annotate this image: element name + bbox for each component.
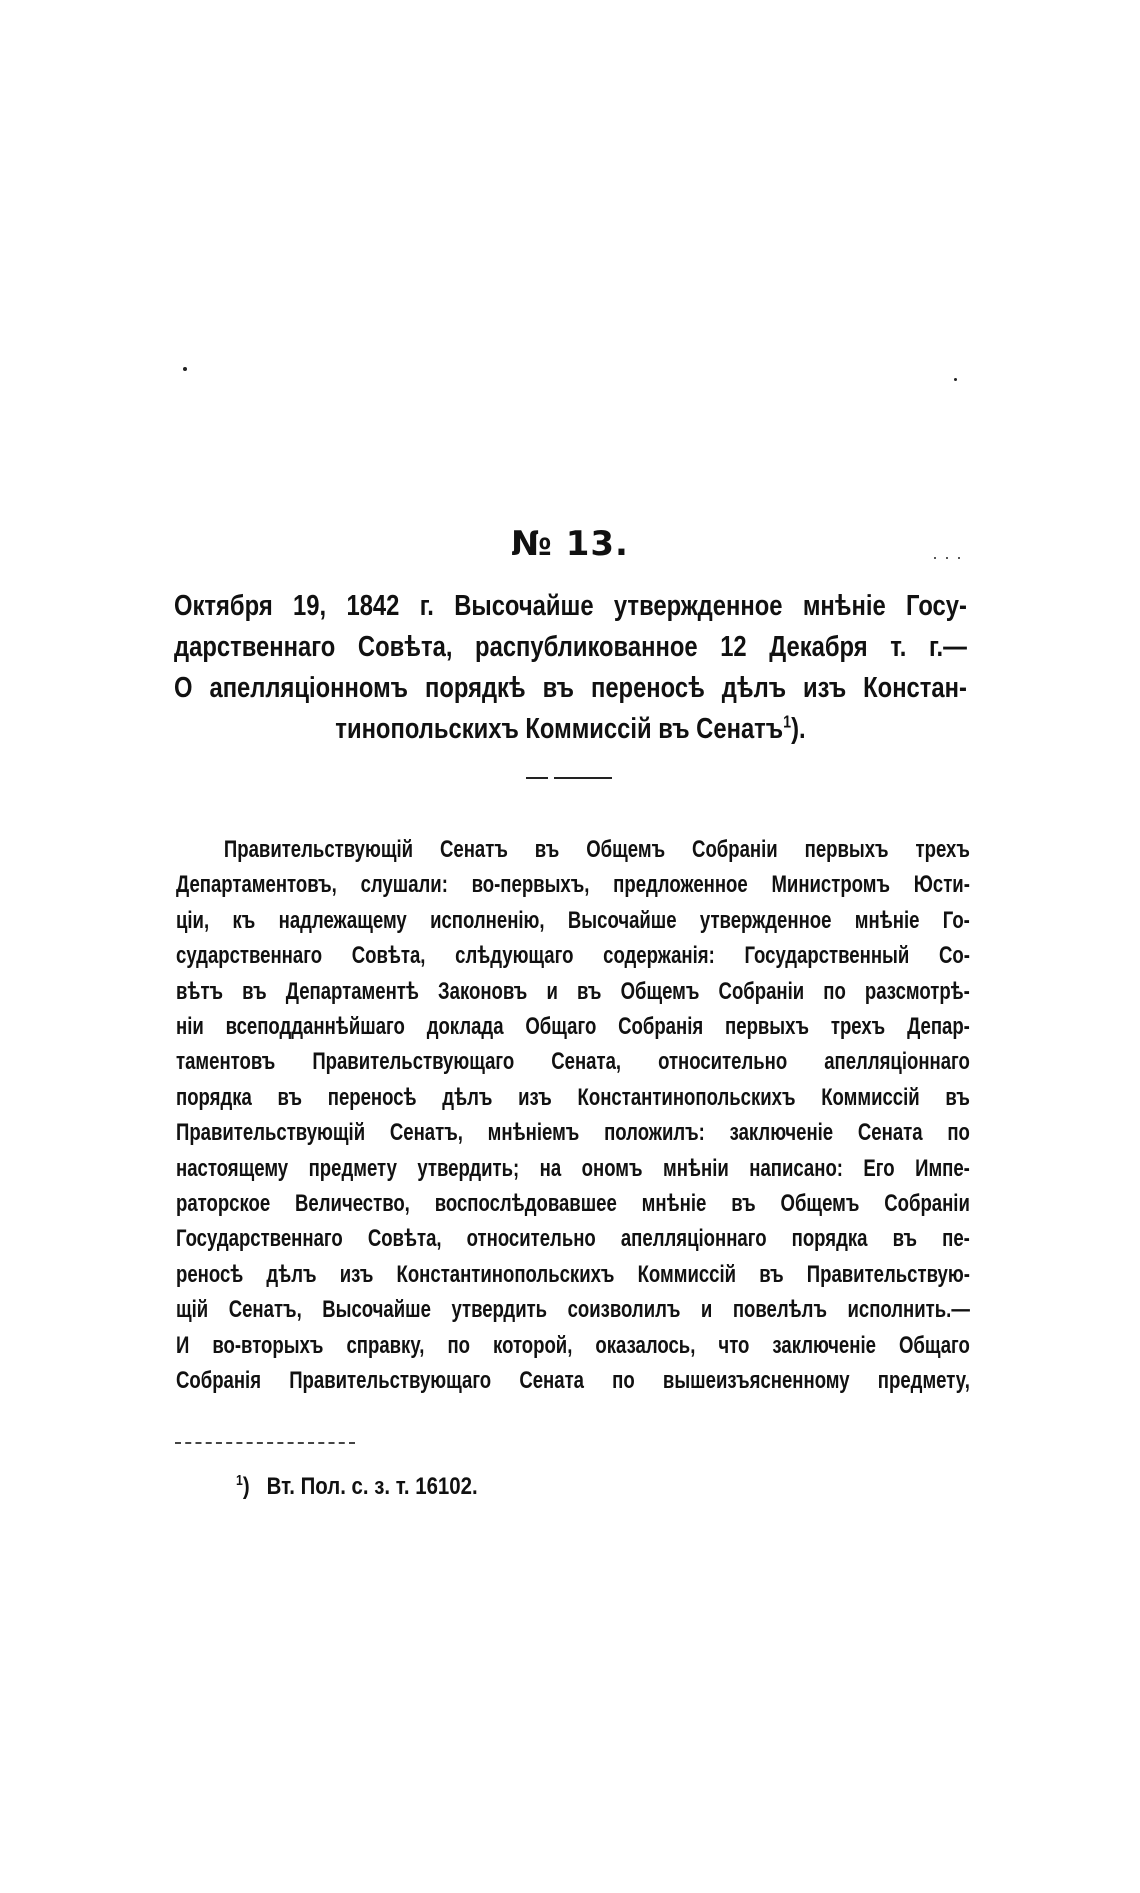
footnote-mark: 1: [236, 1473, 243, 1489]
body-line: И во-вторыхъ справку, по которой, оказалось, что заключеніе Общаго: [176, 1331, 970, 1359]
body-line: настоящему предмету утвердить; на ономъ мнѣніи написано: Его Импе-: [176, 1154, 970, 1182]
title-closing: ).: [791, 713, 806, 745]
title-line-last: [174, 709, 967, 750]
body-line: сударственнаго Совѣта, слѣдующаго содержанія: Государственный Со-: [176, 942, 970, 970]
footnote-rule: [175, 1442, 355, 1444]
body-line: Государственнаго Совѣта, относительно апелляціоннаго порядка въ пе-: [176, 1225, 970, 1253]
title-divider: [554, 777, 612, 779]
body-line: ніи всеподданнѣйшаго доклада Общаго Собранія первыхъ трехъ Депар-: [176, 1013, 970, 1041]
footnote: [236, 1473, 478, 1501]
body-line: вѣтъ въ Департаментѣ Законовъ и въ Общемъ Собраніи по разсмотрѣ-: [176, 977, 970, 1005]
title-line-text: тинопольскихъ Коммиссій въ Сенатъ: [335, 713, 784, 745]
title-footnote-mark: 1: [783, 711, 792, 732]
body-line: порядка въ переносѣ дѣлъ изъ Константинопольскихъ Коммиссій въ: [176, 1083, 970, 1111]
title-line: О апелляціонномъ порядкѣ въ переносѣ дѣлъ изъ Констан-: [174, 672, 967, 704]
body-line: Правительствующій Сенатъ въ Общемъ Собраніи первыхъ трехъ: [223, 836, 970, 863]
document-number: № 13.: [511, 524, 629, 564]
scan-speck: [183, 367, 187, 371]
body-line: ціи, къ надлежащему исполненію, Высочайше утвержденное мнѣніе Го-: [176, 906, 970, 934]
body-line: реносѣ дѣлъ изъ Константинопольскихъ Коммиссій въ Правительствую-: [176, 1260, 970, 1288]
document-title: [174, 586, 967, 750]
body-text: [176, 832, 970, 1399]
body-line: раторское Величество, воспослѣдовавшее мнѣніе въ Общемъ Собраніи: [176, 1190, 970, 1218]
body-line: Правительствующій Сенатъ, мнѣніемъ положилъ: заключеніе Сената по: [176, 1119, 970, 1147]
title-line: дарственнаго Совѣта, распубликованное 12 Декабря т. г.—: [174, 631, 967, 663]
scan-speck: [954, 378, 957, 381]
body-line: Собранія Правительствующаго Сената по вышеизъясненному предмету,: [176, 1367, 970, 1395]
body-line: Департаментовъ, слушали: во-первыхъ, предложенное Министромъ Юсти-: [176, 871, 970, 899]
footnote-closing: ): [242, 1473, 250, 1500]
title-divider: [526, 777, 548, 779]
footnote-text: Вт. Пол. с. з. т. 16102.: [266, 1473, 478, 1500]
body-line: таментовъ Правительствующаго Сената, относительно апелляціоннаго: [176, 1048, 970, 1076]
body-line: щій Сенатъ, Высочайше утвердить соизволилъ и повелѣлъ исполнить.—: [176, 1296, 970, 1324]
title-line: Октября 19, 1842 г. Высочайше утвержденное мнѣніе Госу-: [174, 590, 967, 622]
